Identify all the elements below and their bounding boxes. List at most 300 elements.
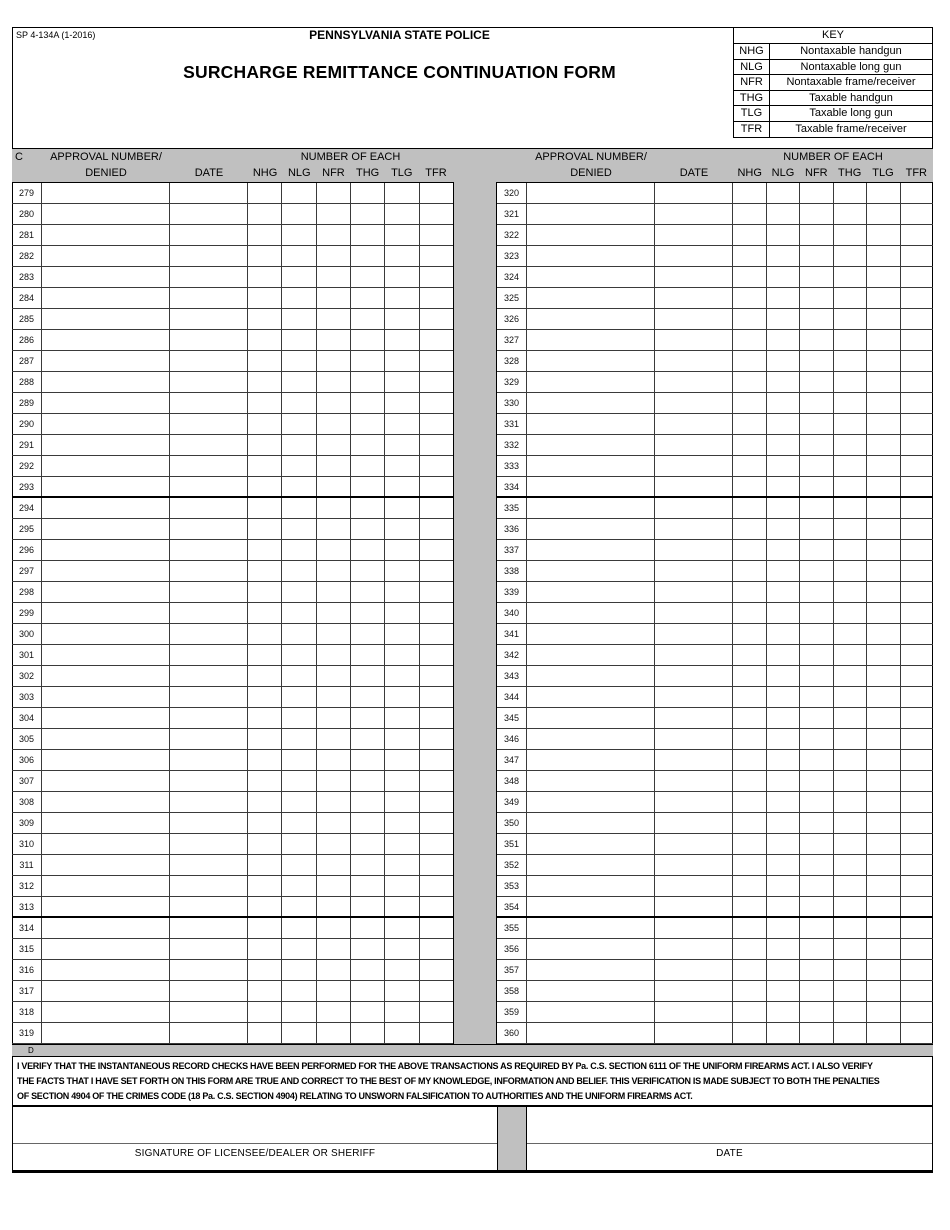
count-cell-nlg[interactable] bbox=[767, 393, 801, 413]
count-cell-nfr[interactable] bbox=[800, 183, 834, 203]
count-cell-thg[interactable] bbox=[834, 918, 868, 938]
count-cell-tlg[interactable] bbox=[385, 897, 419, 916]
date-cell[interactable] bbox=[170, 960, 248, 980]
count-cell-nfr[interactable] bbox=[800, 729, 834, 749]
count-cell-nfr[interactable] bbox=[317, 645, 351, 665]
count-cell-nlg[interactable] bbox=[767, 204, 801, 224]
count-cell-tlg[interactable] bbox=[385, 435, 419, 455]
count-cell-nhg[interactable] bbox=[248, 687, 282, 707]
count-cell-nhg[interactable] bbox=[733, 1023, 767, 1043]
count-cell-nfr[interactable] bbox=[317, 204, 351, 224]
date-cell[interactable] bbox=[170, 855, 248, 875]
count-cell-tlg[interactable] bbox=[867, 771, 901, 791]
approval-cell[interactable] bbox=[527, 834, 655, 854]
count-cell-nhg[interactable] bbox=[733, 477, 767, 496]
count-cell-nfr[interactable] bbox=[800, 939, 834, 959]
approval-cell[interactable] bbox=[527, 351, 655, 371]
count-cell-nhg[interactable] bbox=[733, 771, 767, 791]
count-cell-tlg[interactable] bbox=[385, 351, 419, 371]
count-cell-tlg[interactable] bbox=[385, 561, 419, 581]
count-cell-nlg[interactable] bbox=[767, 708, 801, 728]
count-cell-thg[interactable] bbox=[834, 897, 868, 916]
count-cell-tlg[interactable] bbox=[385, 792, 419, 812]
count-cell-nfr[interactable] bbox=[800, 918, 834, 938]
count-cell-nhg[interactable] bbox=[248, 981, 282, 1001]
count-cell-tfr[interactable] bbox=[901, 687, 934, 707]
count-cell-tfr[interactable] bbox=[420, 183, 453, 203]
count-cell-nfr[interactable] bbox=[800, 645, 834, 665]
count-cell-nfr[interactable] bbox=[317, 393, 351, 413]
count-cell-tlg[interactable] bbox=[867, 540, 901, 560]
count-cell-tlg[interactable] bbox=[867, 414, 901, 434]
count-cell-tfr[interactable] bbox=[420, 729, 453, 749]
approval-cell[interactable] bbox=[527, 540, 655, 560]
count-cell-nfr[interactable] bbox=[800, 960, 834, 980]
count-cell-tfr[interactable] bbox=[901, 1002, 934, 1022]
count-cell-nfr[interactable] bbox=[317, 1002, 351, 1022]
count-cell-nlg[interactable] bbox=[282, 960, 316, 980]
count-cell-tlg[interactable] bbox=[867, 351, 901, 371]
count-cell-nlg[interactable] bbox=[282, 372, 316, 392]
count-cell-nhg[interactable] bbox=[248, 897, 282, 916]
count-cell-nfr[interactable] bbox=[800, 603, 834, 623]
count-cell-nhg[interactable] bbox=[248, 813, 282, 833]
count-cell-nfr[interactable] bbox=[800, 582, 834, 602]
count-cell-tlg[interactable] bbox=[867, 645, 901, 665]
date-cell[interactable] bbox=[170, 519, 248, 539]
count-cell-nhg[interactable] bbox=[733, 435, 767, 455]
count-cell-tlg[interactable] bbox=[385, 855, 419, 875]
count-cell-tfr[interactable] bbox=[420, 1023, 453, 1043]
count-cell-nhg[interactable] bbox=[248, 645, 282, 665]
count-cell-nfr[interactable] bbox=[317, 540, 351, 560]
count-cell-nlg[interactable] bbox=[767, 729, 801, 749]
count-cell-tlg[interactable] bbox=[385, 729, 419, 749]
count-cell-tlg[interactable] bbox=[385, 666, 419, 686]
count-cell-thg[interactable] bbox=[834, 666, 868, 686]
count-cell-tfr[interactable] bbox=[901, 666, 934, 686]
count-cell-tlg[interactable] bbox=[867, 939, 901, 959]
count-cell-tlg[interactable] bbox=[385, 540, 419, 560]
count-cell-thg[interactable] bbox=[351, 540, 385, 560]
count-cell-tlg[interactable] bbox=[385, 225, 419, 245]
count-cell-nhg[interactable] bbox=[733, 456, 767, 476]
count-cell-nlg[interactable] bbox=[282, 1002, 316, 1022]
date-cell[interactable] bbox=[170, 897, 248, 916]
approval-cell[interactable] bbox=[42, 498, 170, 518]
count-cell-tlg[interactable] bbox=[867, 498, 901, 518]
count-cell-thg[interactable] bbox=[351, 687, 385, 707]
count-cell-nhg[interactable] bbox=[733, 876, 767, 896]
count-cell-tlg[interactable] bbox=[867, 708, 901, 728]
count-cell-nfr[interactable] bbox=[800, 834, 834, 854]
count-cell-tfr[interactable] bbox=[420, 750, 453, 770]
date-cell[interactable] bbox=[170, 813, 248, 833]
count-cell-nlg[interactable] bbox=[767, 981, 801, 1001]
count-cell-tfr[interactable] bbox=[420, 288, 453, 308]
approval-cell[interactable] bbox=[527, 981, 655, 1001]
count-cell-nfr[interactable] bbox=[800, 519, 834, 539]
count-cell-tfr[interactable] bbox=[901, 561, 934, 581]
count-cell-nlg[interactable] bbox=[767, 1002, 801, 1022]
date-cell[interactable] bbox=[170, 1002, 248, 1022]
count-cell-thg[interactable] bbox=[351, 225, 385, 245]
date-cell[interactable] bbox=[655, 351, 733, 371]
date-cell[interactable] bbox=[170, 834, 248, 854]
count-cell-nhg[interactable] bbox=[248, 750, 282, 770]
approval-cell[interactable] bbox=[527, 729, 655, 749]
date-input-area[interactable] bbox=[527, 1107, 932, 1144]
count-cell-tfr[interactable] bbox=[901, 519, 934, 539]
count-cell-nhg[interactable] bbox=[733, 645, 767, 665]
count-cell-thg[interactable] bbox=[834, 876, 868, 896]
count-cell-nfr[interactable] bbox=[800, 540, 834, 560]
count-cell-tlg[interactable] bbox=[867, 582, 901, 602]
date-cell[interactable] bbox=[170, 750, 248, 770]
count-cell-tlg[interactable] bbox=[867, 561, 901, 581]
count-cell-tlg[interactable] bbox=[867, 666, 901, 686]
approval-cell[interactable] bbox=[527, 1002, 655, 1022]
date-cell[interactable] bbox=[655, 813, 733, 833]
count-cell-thg[interactable] bbox=[351, 1002, 385, 1022]
count-cell-nhg[interactable] bbox=[248, 477, 282, 496]
count-cell-nfr[interactable] bbox=[317, 918, 351, 938]
count-cell-nhg[interactable] bbox=[248, 624, 282, 644]
approval-cell[interactable] bbox=[527, 708, 655, 728]
count-cell-nhg[interactable] bbox=[248, 414, 282, 434]
approval-cell[interactable] bbox=[527, 792, 655, 812]
count-cell-nhg[interactable] bbox=[248, 792, 282, 812]
date-cell[interactable] bbox=[170, 435, 248, 455]
count-cell-nhg[interactable] bbox=[733, 393, 767, 413]
count-cell-tfr[interactable] bbox=[901, 225, 934, 245]
count-cell-nlg[interactable] bbox=[282, 792, 316, 812]
count-cell-nlg[interactable] bbox=[282, 876, 316, 896]
count-cell-nfr[interactable] bbox=[317, 603, 351, 623]
count-cell-thg[interactable] bbox=[834, 477, 868, 496]
approval-cell[interactable] bbox=[42, 372, 170, 392]
count-cell-nlg[interactable] bbox=[282, 708, 316, 728]
approval-cell[interactable] bbox=[527, 855, 655, 875]
count-cell-thg[interactable] bbox=[351, 918, 385, 938]
count-cell-tlg[interactable] bbox=[867, 435, 901, 455]
count-cell-nfr[interactable] bbox=[317, 288, 351, 308]
count-cell-tfr[interactable] bbox=[420, 666, 453, 686]
count-cell-tlg[interactable] bbox=[867, 750, 901, 770]
count-cell-tfr[interactable] bbox=[420, 519, 453, 539]
count-cell-nlg[interactable] bbox=[767, 918, 801, 938]
count-cell-tlg[interactable] bbox=[385, 834, 419, 854]
count-cell-nfr[interactable] bbox=[800, 393, 834, 413]
count-cell-tfr[interactable] bbox=[901, 372, 934, 392]
count-cell-nhg[interactable] bbox=[733, 519, 767, 539]
count-cell-thg[interactable] bbox=[351, 603, 385, 623]
approval-cell[interactable] bbox=[42, 855, 170, 875]
count-cell-tfr[interactable] bbox=[420, 414, 453, 434]
count-cell-nfr[interactable] bbox=[800, 309, 834, 329]
count-cell-nhg[interactable] bbox=[248, 225, 282, 245]
count-cell-nfr[interactable] bbox=[800, 666, 834, 686]
approval-cell[interactable] bbox=[42, 834, 170, 854]
count-cell-nhg[interactable] bbox=[248, 918, 282, 938]
approval-cell[interactable] bbox=[42, 1023, 170, 1043]
date-cell[interactable] bbox=[655, 393, 733, 413]
count-cell-tlg[interactable] bbox=[385, 603, 419, 623]
approval-cell[interactable] bbox=[527, 393, 655, 413]
approval-cell[interactable] bbox=[42, 666, 170, 686]
date-cell[interactable] bbox=[170, 288, 248, 308]
date-cell[interactable] bbox=[655, 456, 733, 476]
approval-cell[interactable] bbox=[527, 246, 655, 266]
count-cell-tlg[interactable] bbox=[385, 813, 419, 833]
count-cell-thg[interactable] bbox=[834, 939, 868, 959]
date-cell[interactable] bbox=[170, 393, 248, 413]
count-cell-tfr[interactable] bbox=[901, 414, 934, 434]
count-cell-thg[interactable] bbox=[351, 708, 385, 728]
count-cell-thg[interactable] bbox=[351, 561, 385, 581]
count-cell-nlg[interactable] bbox=[282, 582, 316, 602]
count-cell-tfr[interactable] bbox=[901, 393, 934, 413]
count-cell-tfr[interactable] bbox=[420, 813, 453, 833]
approval-cell[interactable] bbox=[527, 288, 655, 308]
count-cell-thg[interactable] bbox=[834, 855, 868, 875]
date-cell[interactable] bbox=[170, 624, 248, 644]
count-cell-nlg[interactable] bbox=[767, 666, 801, 686]
count-cell-nfr[interactable] bbox=[317, 771, 351, 791]
count-cell-tlg[interactable] bbox=[385, 876, 419, 896]
count-cell-nhg[interactable] bbox=[248, 393, 282, 413]
count-cell-nlg[interactable] bbox=[767, 960, 801, 980]
count-cell-tfr[interactable] bbox=[901, 981, 934, 1001]
count-cell-nlg[interactable] bbox=[282, 351, 316, 371]
approval-cell[interactable] bbox=[42, 1002, 170, 1022]
count-cell-thg[interactable] bbox=[351, 981, 385, 1001]
approval-cell[interactable] bbox=[42, 309, 170, 329]
count-cell-nlg[interactable] bbox=[767, 414, 801, 434]
count-cell-nfr[interactable] bbox=[317, 351, 351, 371]
count-cell-nhg[interactable] bbox=[248, 561, 282, 581]
count-cell-nhg[interactable] bbox=[733, 183, 767, 203]
count-cell-nlg[interactable] bbox=[282, 477, 316, 496]
count-cell-thg[interactable] bbox=[834, 729, 868, 749]
approval-cell[interactable] bbox=[42, 288, 170, 308]
count-cell-thg[interactable] bbox=[351, 792, 385, 812]
count-cell-nfr[interactable] bbox=[800, 477, 834, 496]
approval-cell[interactable] bbox=[42, 981, 170, 1001]
count-cell-nlg[interactable] bbox=[767, 372, 801, 392]
count-cell-nhg[interactable] bbox=[248, 855, 282, 875]
date-cell[interactable] bbox=[655, 582, 733, 602]
approval-cell[interactable] bbox=[527, 225, 655, 245]
count-cell-nfr[interactable] bbox=[317, 183, 351, 203]
count-cell-thg[interactable] bbox=[351, 624, 385, 644]
count-cell-nfr[interactable] bbox=[317, 414, 351, 434]
count-cell-tlg[interactable] bbox=[867, 246, 901, 266]
count-cell-thg[interactable] bbox=[351, 477, 385, 496]
count-cell-thg[interactable] bbox=[834, 1002, 868, 1022]
date-cell[interactable] bbox=[655, 309, 733, 329]
count-cell-tlg[interactable] bbox=[867, 792, 901, 812]
date-cell[interactable] bbox=[170, 687, 248, 707]
approval-cell[interactable] bbox=[527, 666, 655, 686]
count-cell-nlg[interactable] bbox=[767, 288, 801, 308]
date-cell[interactable] bbox=[170, 498, 248, 518]
count-cell-nhg[interactable] bbox=[248, 582, 282, 602]
count-cell-tfr[interactable] bbox=[901, 330, 934, 350]
count-cell-tlg[interactable] bbox=[867, 834, 901, 854]
count-cell-nlg[interactable] bbox=[767, 603, 801, 623]
count-cell-tfr[interactable] bbox=[901, 183, 934, 203]
count-cell-nhg[interactable] bbox=[733, 582, 767, 602]
count-cell-tfr[interactable] bbox=[901, 309, 934, 329]
count-cell-thg[interactable] bbox=[834, 519, 868, 539]
count-cell-nfr[interactable] bbox=[317, 666, 351, 686]
count-cell-nfr[interactable] bbox=[317, 435, 351, 455]
count-cell-tlg[interactable] bbox=[385, 1002, 419, 1022]
date-cell[interactable] bbox=[655, 561, 733, 581]
count-cell-nlg[interactable] bbox=[767, 225, 801, 245]
count-cell-tfr[interactable] bbox=[420, 855, 453, 875]
count-cell-thg[interactable] bbox=[834, 288, 868, 308]
count-cell-nhg[interactable] bbox=[733, 267, 767, 287]
count-cell-tlg[interactable] bbox=[385, 1023, 419, 1043]
count-cell-nlg[interactable] bbox=[767, 624, 801, 644]
approval-cell[interactable] bbox=[42, 393, 170, 413]
count-cell-tlg[interactable] bbox=[867, 918, 901, 938]
count-cell-tfr[interactable] bbox=[901, 834, 934, 854]
approval-cell[interactable] bbox=[42, 561, 170, 581]
date-cell[interactable] bbox=[655, 834, 733, 854]
count-cell-thg[interactable] bbox=[834, 645, 868, 665]
approval-cell[interactable] bbox=[527, 876, 655, 896]
count-cell-nlg[interactable] bbox=[282, 435, 316, 455]
count-cell-nhg[interactable] bbox=[248, 603, 282, 623]
date-cell[interactable] bbox=[655, 708, 733, 728]
count-cell-tlg[interactable] bbox=[385, 456, 419, 476]
count-cell-tlg[interactable] bbox=[867, 477, 901, 496]
date-cell[interactable] bbox=[170, 330, 248, 350]
count-cell-tfr[interactable] bbox=[420, 435, 453, 455]
date-cell[interactable] bbox=[655, 918, 733, 938]
count-cell-tfr[interactable] bbox=[420, 477, 453, 496]
date-cell[interactable] bbox=[655, 1002, 733, 1022]
count-cell-nfr[interactable] bbox=[317, 813, 351, 833]
count-cell-thg[interactable] bbox=[834, 183, 868, 203]
count-cell-thg[interactable] bbox=[834, 456, 868, 476]
approval-cell[interactable] bbox=[42, 351, 170, 371]
count-cell-thg[interactable] bbox=[351, 330, 385, 350]
date-cell[interactable] bbox=[655, 876, 733, 896]
count-cell-nfr[interactable] bbox=[317, 981, 351, 1001]
date-cell[interactable] bbox=[170, 267, 248, 287]
count-cell-nfr[interactable] bbox=[800, 435, 834, 455]
count-cell-tfr[interactable] bbox=[420, 540, 453, 560]
count-cell-nlg[interactable] bbox=[282, 414, 316, 434]
approval-cell[interactable] bbox=[42, 540, 170, 560]
count-cell-nlg[interactable] bbox=[767, 477, 801, 496]
count-cell-nlg[interactable] bbox=[282, 519, 316, 539]
count-cell-nfr[interactable] bbox=[317, 582, 351, 602]
date-cell[interactable] bbox=[655, 624, 733, 644]
approval-cell[interactable] bbox=[42, 918, 170, 938]
count-cell-nhg[interactable] bbox=[733, 939, 767, 959]
date-cell[interactable] bbox=[170, 204, 248, 224]
count-cell-nlg[interactable] bbox=[767, 750, 801, 770]
count-cell-tfr[interactable] bbox=[901, 645, 934, 665]
approval-cell[interactable] bbox=[42, 603, 170, 623]
count-cell-nlg[interactable] bbox=[282, 834, 316, 854]
count-cell-nhg[interactable] bbox=[733, 288, 767, 308]
approval-cell[interactable] bbox=[42, 414, 170, 434]
count-cell-thg[interactable] bbox=[351, 897, 385, 916]
date-cell[interactable] bbox=[170, 603, 248, 623]
date-cell[interactable] bbox=[170, 540, 248, 560]
count-cell-nlg[interactable] bbox=[282, 729, 316, 749]
count-cell-tfr[interactable] bbox=[420, 582, 453, 602]
date-cell[interactable] bbox=[655, 477, 733, 496]
approval-cell[interactable] bbox=[42, 519, 170, 539]
count-cell-thg[interactable] bbox=[351, 582, 385, 602]
count-cell-tlg[interactable] bbox=[867, 309, 901, 329]
count-cell-tlg[interactable] bbox=[867, 624, 901, 644]
date-cell[interactable] bbox=[170, 771, 248, 791]
count-cell-nlg[interactable] bbox=[282, 687, 316, 707]
count-cell-nfr[interactable] bbox=[800, 897, 834, 916]
count-cell-thg[interactable] bbox=[834, 960, 868, 980]
count-cell-nhg[interactable] bbox=[248, 666, 282, 686]
count-cell-nfr[interactable] bbox=[800, 414, 834, 434]
count-cell-nhg[interactable] bbox=[248, 288, 282, 308]
date-cell[interactable] bbox=[170, 582, 248, 602]
approval-cell[interactable] bbox=[527, 330, 655, 350]
approval-cell[interactable] bbox=[527, 309, 655, 329]
date-cell[interactable] bbox=[170, 939, 248, 959]
approval-cell[interactable] bbox=[42, 582, 170, 602]
approval-cell[interactable] bbox=[527, 456, 655, 476]
count-cell-thg[interactable] bbox=[351, 666, 385, 686]
date-cell[interactable] bbox=[170, 1023, 248, 1043]
count-cell-nhg[interactable] bbox=[248, 708, 282, 728]
count-cell-thg[interactable] bbox=[351, 183, 385, 203]
count-cell-nlg[interactable] bbox=[767, 645, 801, 665]
date-cell[interactable] bbox=[170, 246, 248, 266]
count-cell-thg[interactable] bbox=[351, 876, 385, 896]
signature-input-area[interactable] bbox=[13, 1107, 497, 1144]
count-cell-nhg[interactable] bbox=[248, 330, 282, 350]
count-cell-tfr[interactable] bbox=[901, 792, 934, 812]
count-cell-tfr[interactable] bbox=[901, 708, 934, 728]
count-cell-tlg[interactable] bbox=[867, 813, 901, 833]
count-cell-nlg[interactable] bbox=[282, 540, 316, 560]
count-cell-nlg[interactable] bbox=[282, 939, 316, 959]
count-cell-tfr[interactable] bbox=[420, 225, 453, 245]
count-cell-nhg[interactable] bbox=[733, 729, 767, 749]
count-cell-nfr[interactable] bbox=[800, 204, 834, 224]
count-cell-tlg[interactable] bbox=[385, 393, 419, 413]
date-cell[interactable] bbox=[655, 225, 733, 245]
count-cell-nfr[interactable] bbox=[800, 1023, 834, 1043]
count-cell-nhg[interactable] bbox=[248, 267, 282, 287]
count-cell-thg[interactable] bbox=[834, 834, 868, 854]
count-cell-nlg[interactable] bbox=[282, 288, 316, 308]
count-cell-nlg[interactable] bbox=[767, 435, 801, 455]
date-cell[interactable] bbox=[655, 771, 733, 791]
count-cell-nhg[interactable] bbox=[733, 981, 767, 1001]
count-cell-tlg[interactable] bbox=[867, 519, 901, 539]
date-cell[interactable] bbox=[655, 687, 733, 707]
approval-cell[interactable] bbox=[42, 750, 170, 770]
count-cell-tlg[interactable] bbox=[385, 750, 419, 770]
